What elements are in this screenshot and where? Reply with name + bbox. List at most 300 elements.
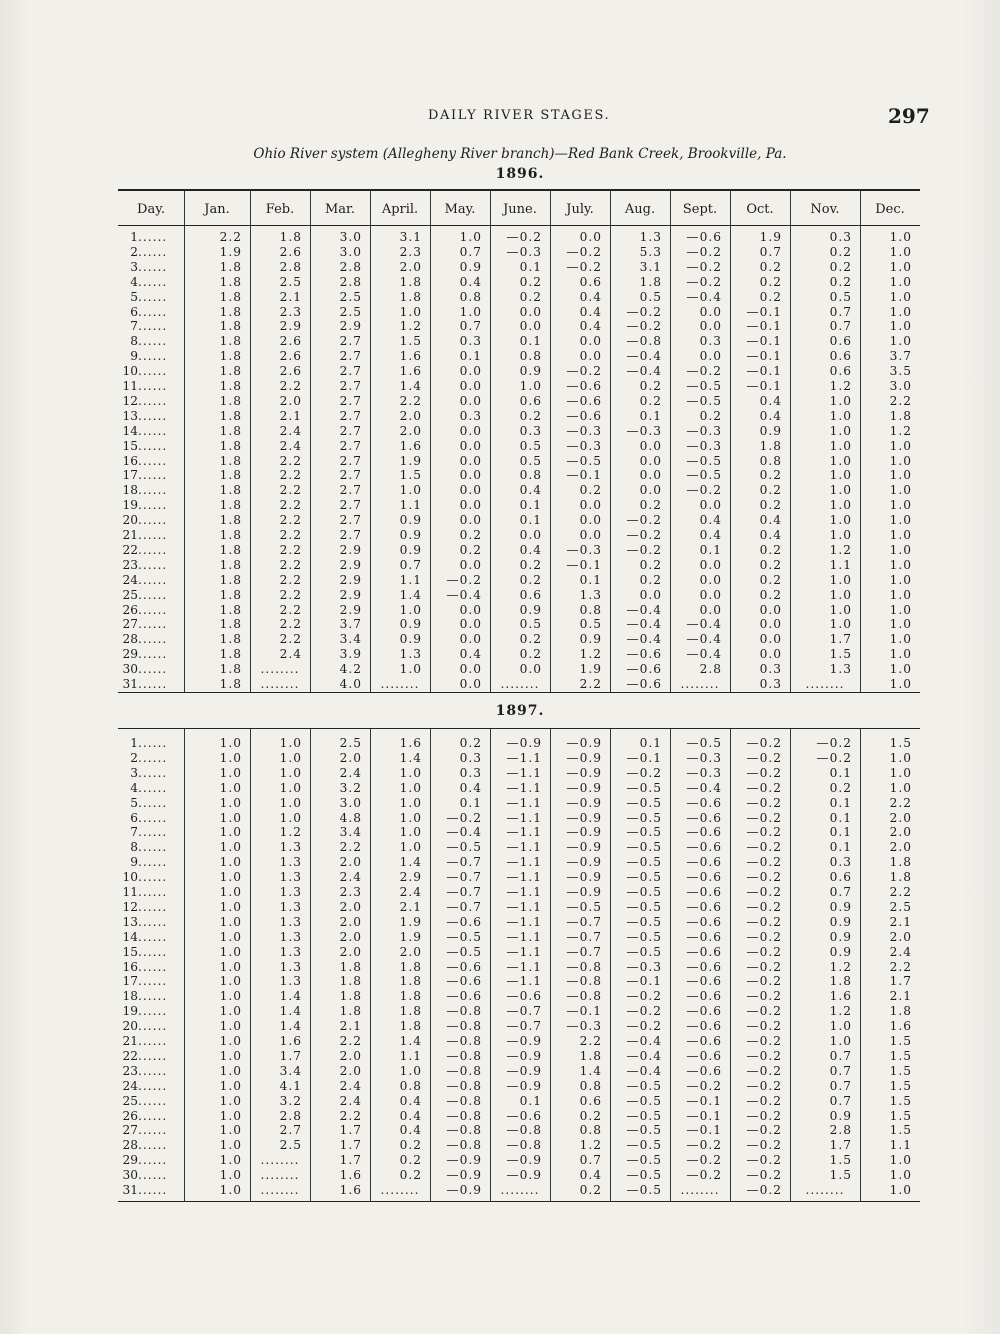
stage-value: 1.3: [279, 944, 302, 959]
stage-value: 1.8: [399, 989, 422, 1004]
column-header-row: [118, 195, 920, 225]
stage-value: 1.0: [219, 736, 242, 750]
stage-value: 2.2: [399, 393, 422, 408]
day-number: 24: [122, 572, 138, 587]
day-number: 30: [122, 662, 138, 677]
day-cell: [118, 363, 184, 379]
stage-value: 1.0: [219, 959, 242, 974]
day-number: 21: [122, 528, 138, 542]
day-number: 25: [122, 587, 138, 602]
stage-value: 1.3: [579, 587, 602, 602]
stage-value: 0.0: [459, 423, 482, 438]
day-cell: [118, 274, 184, 290]
stage-value: 1.8: [219, 647, 242, 662]
stage-value: 2.2: [579, 677, 602, 691]
day-number: 27: [122, 1123, 138, 1138]
stage-value: 1.8: [759, 438, 782, 453]
stage-value: 0.4: [399, 1108, 422, 1123]
stage-value: 1.0: [889, 498, 912, 513]
stage-value: —0.2: [746, 825, 782, 840]
stage-value: 1.0: [399, 602, 422, 617]
stage-value: 1.0: [889, 259, 912, 274]
table-row: [118, 780, 920, 796]
table-row: [118, 1003, 920, 1019]
table-row: [118, 765, 920, 781]
stage-value: 1.8: [219, 289, 242, 304]
table-row: [118, 869, 920, 885]
stage-value: 1.0: [279, 780, 302, 795]
column-divider: [370, 729, 371, 1201]
stage-value: 0.0: [639, 483, 662, 498]
stage-value: —0.8: [446, 1123, 482, 1138]
stage-value: —1.1: [506, 944, 542, 959]
stage-value: 1.0: [219, 1183, 242, 1197]
stage-value: 0.1: [699, 542, 722, 557]
stage-value: —0.2: [626, 1019, 662, 1034]
leader-dots: ......: [138, 885, 168, 899]
blank-cell: ........: [680, 677, 720, 691]
day-number: 11: [122, 379, 138, 393]
stage-value: 1.7: [829, 1138, 852, 1153]
leader-dots: ......: [138, 647, 168, 662]
stage-value: —0.6: [686, 959, 722, 974]
table-row: [118, 333, 920, 349]
stage-value: 0.2: [519, 557, 542, 572]
table-row: [118, 1048, 920, 1064]
stage-value: —0.9: [446, 1183, 482, 1197]
table-row: [118, 229, 920, 245]
column-divider: [610, 191, 611, 225]
stage-value: —0.6: [626, 647, 662, 662]
stage-value: 0.8: [519, 349, 542, 364]
day-cell: [118, 542, 184, 558]
stage-value: 2.9: [339, 602, 362, 617]
day-number: 15: [122, 944, 138, 959]
table-row: [118, 482, 920, 498]
stage-value: —1.1: [506, 974, 542, 989]
day-cell: [118, 973, 184, 989]
stage-value: 1.8: [399, 959, 422, 974]
stage-value: 0.8: [579, 1123, 602, 1138]
leader-dots: ......: [138, 1123, 168, 1138]
column-divider: [184, 191, 185, 225]
day-cell: [118, 988, 184, 1004]
stage-value: 1.1: [889, 1138, 912, 1153]
stage-value: 4.0: [339, 677, 362, 691]
stage-value: 0.0: [699, 349, 722, 364]
stage-value: 2.0: [399, 944, 422, 959]
day-number: 23: [122, 557, 138, 572]
stage-value: —0.1: [686, 1093, 722, 1108]
leader-dots: ......: [138, 602, 168, 617]
day-number: 8: [130, 840, 138, 855]
day-cell: [118, 631, 184, 647]
day-number: 7: [130, 825, 138, 840]
stage-value: 0.0: [459, 364, 482, 379]
column-divider: [730, 729, 731, 1201]
stage-value: 0.4: [759, 513, 782, 528]
stage-value: 0.0: [579, 334, 602, 349]
stage-value: 3.7: [889, 349, 912, 364]
day-cell: [118, 438, 184, 454]
stage-value: 1.8: [889, 855, 912, 870]
day-cell: [118, 1063, 184, 1079]
stage-value: 1.9: [399, 929, 422, 944]
stage-value: 0.0: [639, 438, 662, 453]
leader-dots: ......: [138, 453, 168, 468]
day-cell: [118, 1152, 184, 1168]
leader-dots: ......: [138, 542, 168, 557]
stage-value: —0.2: [746, 944, 782, 959]
stage-value: 0.5: [519, 617, 542, 632]
column-divider: [790, 226, 791, 692]
stage-value: —1.1: [506, 810, 542, 825]
leader-dots: ......: [138, 334, 168, 349]
stage-value: —0.2: [816, 736, 852, 750]
stage-value: —0.9: [566, 870, 602, 885]
table-row: [118, 854, 920, 870]
stage-value: —0.7: [446, 870, 482, 885]
stage-value: —0.9: [566, 765, 602, 780]
stage-value: —0.9: [446, 1168, 482, 1183]
stage-value: —1.1: [506, 840, 542, 855]
stage-value: 1.0: [279, 736, 302, 750]
stage-value: —0.2: [746, 989, 782, 1004]
stage-value: 0.3: [459, 334, 482, 349]
leader-dots: ......: [138, 379, 168, 393]
stage-value: 0.6: [829, 349, 852, 364]
day-cell: [118, 914, 184, 930]
stage-value: 0.4: [459, 780, 482, 795]
stage-value: —0.2: [626, 1004, 662, 1019]
stage-value: —0.5: [626, 1123, 662, 1138]
stage-value: 2.2: [889, 393, 912, 408]
table-row: [118, 512, 920, 528]
stage-value: 2.5: [279, 1138, 302, 1153]
stage-value: 2.2: [279, 557, 302, 572]
stage-value: —0.1: [746, 319, 782, 334]
column-divider: [670, 191, 671, 225]
day-cell: [118, 750, 184, 766]
stage-value: 0.7: [829, 1063, 852, 1078]
stage-value: —0.2: [686, 1078, 722, 1093]
stage-value: —0.5: [626, 1108, 662, 1123]
table-row: [118, 824, 920, 840]
column-divider: [490, 226, 491, 692]
stage-value: —0.5: [626, 914, 662, 929]
stage-value: 1.0: [219, 914, 242, 929]
stage-value: 2.6: [279, 334, 302, 349]
stage-value: —0.5: [626, 795, 662, 810]
stage-value: —0.7: [446, 885, 482, 899]
blank-cell: ........: [500, 1183, 540, 1197]
stage-value: —0.2: [686, 274, 722, 289]
day-number: 9: [130, 855, 138, 870]
bottom-rule-1896: [118, 692, 920, 693]
stage-value: 1.4: [279, 989, 302, 1004]
stage-value: 1.8: [399, 1004, 422, 1019]
stage-value: 2.2: [279, 483, 302, 498]
table-row: [118, 304, 920, 320]
stage-value: —0.5: [626, 870, 662, 885]
blank-cell: ........: [805, 677, 845, 691]
leader-dots: ......: [138, 617, 168, 632]
stage-value: 1.0: [889, 542, 912, 557]
stage-value: 1.8: [219, 677, 242, 691]
blank-cell: ........: [260, 1168, 300, 1183]
blank-cell: ........: [260, 1153, 300, 1168]
stage-value: —0.9: [566, 885, 602, 899]
day-cell: [118, 616, 184, 632]
stage-value: 0.7: [829, 1078, 852, 1093]
stage-value: 1.5: [889, 1078, 912, 1093]
day-number: 18: [122, 483, 138, 498]
stage-value: 1.0: [829, 1034, 852, 1048]
stage-value: 0.0: [579, 349, 602, 364]
day-number: 9: [130, 349, 138, 364]
stage-value: 1.0: [829, 1019, 852, 1034]
stage-value: 1.3: [279, 840, 302, 855]
stage-value: —0.9: [566, 825, 602, 840]
stage-value: 1.5: [889, 1063, 912, 1078]
column-divider: [250, 191, 251, 225]
leader-dots: ......: [138, 765, 168, 780]
leader-dots: ......: [138, 1063, 168, 1078]
day-cell: [118, 929, 184, 945]
stage-value: 2.6: [279, 349, 302, 364]
stage-value: 0.0: [459, 513, 482, 528]
stage-value: 0.4: [519, 542, 542, 557]
leader-dots: ......: [138, 795, 168, 810]
table-row: [118, 676, 920, 692]
day-number: 28: [122, 1138, 138, 1153]
stage-value: 0.0: [639, 468, 662, 483]
stage-value: 1.8: [219, 617, 242, 632]
column-divider: [250, 729, 251, 1201]
stage-value: —0.1: [746, 304, 782, 319]
stage-value: 0.3: [829, 855, 852, 870]
leader-dots: ......: [138, 810, 168, 825]
stage-value: —0.9: [506, 1078, 542, 1093]
stage-value: 0.4: [759, 393, 782, 408]
table-row: [118, 795, 920, 811]
stage-value: 0.4: [519, 483, 542, 498]
running-title: DAILY RIVER STAGES.: [428, 108, 611, 123]
stage-value: —0.2: [746, 974, 782, 989]
stage-value: 1.0: [219, 840, 242, 855]
stage-value: 0.6: [579, 1093, 602, 1108]
stage-value: —0.9: [506, 1048, 542, 1063]
blank-cell: ........: [500, 677, 540, 691]
column-divider: [184, 729, 185, 1201]
stage-value: 1.8: [829, 974, 852, 989]
stage-value: —0.6: [686, 1063, 722, 1078]
stage-value: —0.7: [446, 855, 482, 870]
stage-value: 1.5: [889, 1034, 912, 1048]
stage-value: 0.8: [459, 289, 482, 304]
stage-value: 2.0: [339, 1063, 362, 1078]
day-number: 3: [130, 765, 138, 780]
stage-value: —0.1: [746, 379, 782, 393]
stage-value: 1.0: [889, 274, 912, 289]
leader-dots: ......: [138, 1078, 168, 1093]
stage-value: 2.7: [339, 393, 362, 408]
stage-value: 1.8: [219, 453, 242, 468]
stage-value: 0.6: [519, 587, 542, 602]
stage-value: —0.5: [566, 899, 602, 914]
leader-dots: ......: [138, 929, 168, 944]
stage-value: 1.0: [219, 855, 242, 870]
stage-value: 2.8: [339, 274, 362, 289]
stage-value: 0.2: [399, 1138, 422, 1153]
column-header: Jan.: [204, 202, 230, 217]
stage-value: 1.7: [829, 632, 852, 647]
stage-value: —0.9: [566, 840, 602, 855]
leader-dots: ......: [138, 557, 168, 572]
stage-value: 0.2: [759, 259, 782, 274]
day-cell: [118, 1048, 184, 1064]
blank-cell: ........: [380, 1183, 420, 1197]
stage-value: 1.8: [219, 662, 242, 677]
day-cell: [118, 482, 184, 498]
stage-value: 1.8: [219, 274, 242, 289]
stage-value: —0.2: [626, 513, 662, 528]
stage-value: 1.0: [219, 870, 242, 885]
stage-value: 0.9: [829, 1108, 852, 1123]
bottom-rule-1897: [118, 1201, 920, 1202]
stage-value: 0.2: [759, 468, 782, 483]
day-cell: [118, 1167, 184, 1183]
stage-value: 1.8: [219, 632, 242, 647]
stage-value: 1.0: [459, 230, 482, 244]
stage-value: 1.3: [279, 870, 302, 885]
stage-value: 1.8: [219, 334, 242, 349]
stage-value: 1.0: [889, 304, 912, 319]
table-row: [118, 1018, 920, 1034]
stage-value: 0.9: [829, 899, 852, 914]
stage-value: —0.1: [626, 974, 662, 989]
stage-value: 1.5: [829, 1153, 852, 1168]
stage-value: 1.0: [219, 750, 242, 765]
stage-value: 2.9: [339, 557, 362, 572]
stage-value: 1.0: [279, 765, 302, 780]
day-cell: [118, 795, 184, 811]
stage-value: —0.2: [746, 870, 782, 885]
stage-value: 2.4: [339, 1093, 362, 1108]
stage-value: 0.3: [519, 423, 542, 438]
column-divider: [310, 226, 311, 692]
stage-value: —0.4: [446, 825, 482, 840]
stage-value: —0.2: [746, 750, 782, 765]
stage-value: —0.6: [566, 408, 602, 423]
column-header: June.: [503, 202, 537, 217]
stage-value: 2.2: [279, 379, 302, 393]
stage-value: 1.0: [219, 885, 242, 899]
stage-value: —0.6: [446, 989, 482, 1004]
day-cell: [118, 333, 184, 349]
stage-value: 3.4: [339, 632, 362, 647]
column-divider: [730, 226, 731, 692]
stage-value: —0.8: [446, 1048, 482, 1063]
stage-value: 1.9: [399, 453, 422, 468]
stage-value: 0.2: [759, 557, 782, 572]
stage-value: 1.6: [829, 989, 852, 1004]
leader-dots: ......: [138, 1183, 168, 1197]
day-cell: [118, 244, 184, 260]
stage-value: 0.7: [759, 244, 782, 259]
day-cell: [118, 810, 184, 826]
stage-value: —0.9: [506, 1153, 542, 1168]
leader-dots: ......: [138, 677, 168, 691]
day-number: 25: [122, 1093, 138, 1108]
stage-value: —0.6: [686, 855, 722, 870]
stage-value: 1.0: [889, 587, 912, 602]
stage-value: 1.0: [399, 810, 422, 825]
stage-value: 1.7: [889, 974, 912, 989]
stage-value: 0.6: [829, 870, 852, 885]
column-header: May.: [444, 202, 476, 217]
table-row: [118, 973, 920, 989]
stage-value: 0.7: [459, 319, 482, 334]
stage-value: —0.4: [686, 780, 722, 795]
day-number: 24: [122, 1078, 138, 1093]
stage-value: 1.8: [399, 274, 422, 289]
stage-value: 1.0: [219, 989, 242, 1004]
stage-value: 0.0: [519, 528, 542, 542]
stage-value: 1.8: [219, 468, 242, 483]
day-cell: [118, 289, 184, 305]
stage-value: 1.8: [219, 423, 242, 438]
table-row: [118, 289, 920, 305]
stage-value: 0.0: [699, 572, 722, 587]
stage-value: 2.7: [339, 423, 362, 438]
stage-value: —0.5: [626, 840, 662, 855]
stage-value: 1.0: [829, 483, 852, 498]
stage-value: 0.3: [699, 334, 722, 349]
stage-value: —0.4: [446, 587, 482, 602]
leader-dots: ......: [138, 974, 168, 989]
day-number: 18: [122, 989, 138, 1004]
stage-value: 2.0: [399, 259, 422, 274]
stage-value: —0.2: [746, 1019, 782, 1034]
stage-value: 1.9: [399, 914, 422, 929]
stage-value: 2.7: [339, 468, 362, 483]
leader-dots: ......: [138, 1048, 168, 1063]
column-divider: [310, 191, 311, 225]
stage-value: 1.0: [889, 632, 912, 647]
blank-cell: ........: [805, 1183, 845, 1197]
stage-value: 0.0: [699, 587, 722, 602]
stage-value: —0.2: [626, 542, 662, 557]
stage-value: —0.5: [446, 840, 482, 855]
stage-value: 1.0: [399, 304, 422, 319]
stage-value: 2.2: [889, 885, 912, 899]
stage-value: 1.0: [219, 1034, 242, 1048]
stage-value: 1.0: [519, 379, 542, 393]
stage-value: 1.0: [219, 825, 242, 840]
stage-value: 0.1: [829, 840, 852, 855]
column-header: Day.: [137, 202, 165, 217]
stage-value: 1.8: [219, 259, 242, 274]
stage-value: 0.9: [829, 944, 852, 959]
stage-value: —0.3: [686, 750, 722, 765]
stage-value: 0.0: [459, 617, 482, 632]
stage-value: —0.5: [446, 929, 482, 944]
stage-value: 1.2: [279, 825, 302, 840]
day-cell: [118, 304, 184, 320]
stage-value: 1.0: [889, 319, 912, 334]
stage-value: —0.5: [446, 944, 482, 959]
